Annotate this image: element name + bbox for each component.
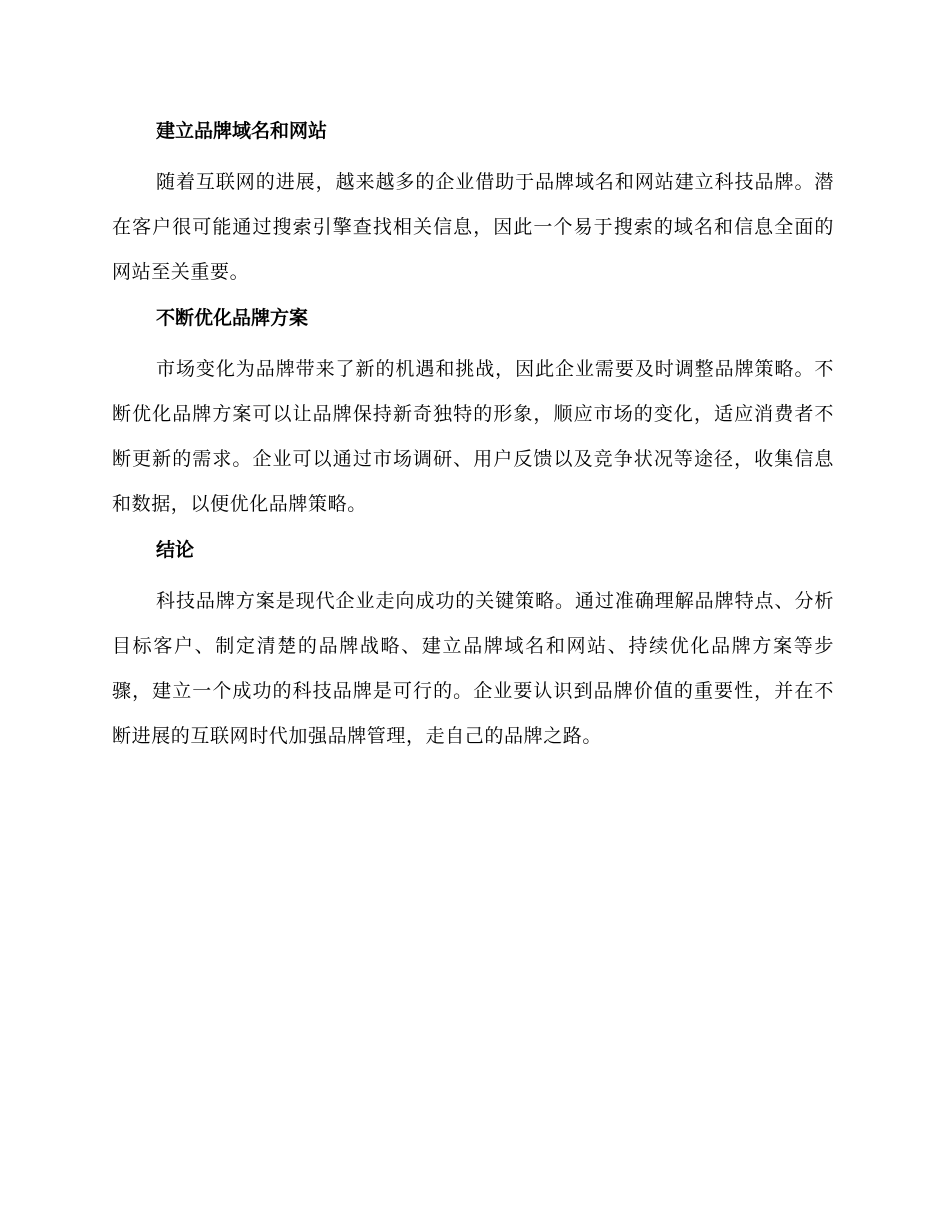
- section-paragraph: 随着互联网的进展，越来越多的企业借助于品牌域名和网站建立科技品牌。潜在客户很可能通过搜索引擎查找相关信息，因此一个易于搜索的域名和信息全面的网站至关重要。: [112, 171, 834, 283]
- section-heading: 结论: [156, 539, 195, 561]
- section-optimize-brand-plan: [112, 297, 834, 527]
- document-page: [112, 110, 834, 759]
- section-brand-domain-website: [112, 110, 834, 295]
- section-paragraph: 科技品牌方案是现代企业走向成功的关键策略。通过准确理解品牌特点、分析目标客户、制定清楚的品牌战略、建立品牌域名和网站、持续优化品牌方案等步骤，建立一个成功的科技品牌是可行的。企业要认识到品牌价值的重要性，并在不断进展的互联网时代加强品牌管理，走自己的品牌之路。: [112, 590, 834, 747]
- section-conclusion: [112, 529, 834, 759]
- section-paragraph: 市场变化为品牌带来了新的机遇和挑战，因此企业需要及时调整品牌策略。不断优化品牌方案可以让品牌保持新奇独特的形象，顺应市场的变化，适应消费者不断更新的需求。企业可以通过市场调研、用户反馈以及竞争状况等途径，收集信息和数据，以便优化品牌策略。: [112, 358, 834, 515]
- section-heading: 不断优化品牌方案: [156, 307, 309, 329]
- section-heading: 建立品牌域名和网站: [156, 120, 328, 142]
